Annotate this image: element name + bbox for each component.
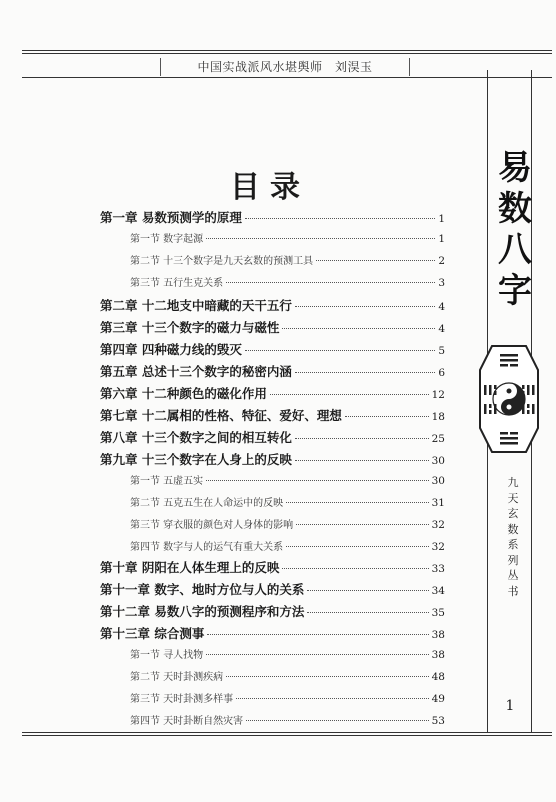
toc-page-number: 32 xyxy=(431,519,445,531)
toc-entry-label: 第一节 寻人找物 xyxy=(130,650,204,661)
toc-leader-dots xyxy=(270,394,429,395)
toc-entry-label: 第十一章 数字、地时方位与人的关系 xyxy=(100,582,305,597)
series-title-char: 系 xyxy=(507,538,519,551)
toc-leader-dots xyxy=(286,502,428,503)
toc-section-entry xyxy=(100,252,445,267)
toc-leader-dots xyxy=(295,438,429,439)
book-title-char: 易 xyxy=(498,148,532,188)
toc-page-number: 53 xyxy=(431,715,445,727)
toc-leader-dots xyxy=(226,282,435,283)
toc-entry-label: 第九章 十三个数字在人身上的反映 xyxy=(100,452,292,467)
toc-chapter-entry xyxy=(100,602,445,620)
toc-section-entry xyxy=(100,668,445,683)
toc-section-entry xyxy=(100,690,445,705)
toc-entry-label: 第六章 十二种颜色的磁化作用 xyxy=(100,386,267,401)
toc-leader-dots xyxy=(226,676,428,677)
footer-rule-inner xyxy=(22,735,552,736)
toc-page-number: 4 xyxy=(438,323,445,335)
toc-entry-label: 第十章 阴阳在人体生理上的反映 xyxy=(100,560,280,575)
toc-leader-dots xyxy=(206,238,435,239)
toc-leader-dots xyxy=(207,634,428,635)
header-rule-top xyxy=(22,50,552,51)
toc-leader-dots xyxy=(286,546,428,547)
toc-page-number: 4 xyxy=(438,301,445,313)
toc-page-number: 48 xyxy=(431,671,445,683)
toc-section-entry xyxy=(100,646,445,661)
toc-section-entry xyxy=(100,494,445,509)
toc-chapter-entry xyxy=(100,558,445,576)
toc-page-number: 49 xyxy=(431,693,445,705)
header-rule-top-inner xyxy=(22,53,552,54)
toc-page-number: 2 xyxy=(438,255,445,267)
toc-chapter-entry xyxy=(100,362,445,380)
toc-chapter-entry xyxy=(100,208,445,226)
toc-leader-dots xyxy=(245,218,435,219)
toc-chapter-entry xyxy=(100,318,445,336)
series-title-char: 数 xyxy=(507,522,519,536)
toc-page-number: 25 xyxy=(431,433,445,445)
toc-page-number: 5 xyxy=(438,345,445,357)
toc-page-number: 1 xyxy=(438,213,445,225)
toc-entry-label: 第七章 十二属相的性格、特征、爱好、理想 xyxy=(100,408,342,423)
toc-page-number: 3 xyxy=(438,277,445,289)
series-title-char: 丛 xyxy=(507,569,519,582)
toc-title: 目录 xyxy=(230,170,310,205)
toc-chapter-entry xyxy=(100,296,445,314)
running-header-text: 中国实战派风水堪舆师 刘淏玉 xyxy=(197,60,373,74)
book-title-char: 字 xyxy=(498,271,532,311)
toc-entry-label: 第三节 穿衣服的颜色对人身体的影响 xyxy=(130,520,294,531)
header-rule-bottom xyxy=(22,77,552,78)
toc-leader-dots xyxy=(295,460,429,461)
toc-page-number: 1 xyxy=(438,233,445,245)
toc-entry-label: 第二节 天时卦测疾病 xyxy=(130,672,224,683)
toc-section-entry xyxy=(100,538,445,553)
toc-leader-dots xyxy=(307,612,428,613)
toc-chapter-entry xyxy=(100,384,445,402)
toc-leader-dots xyxy=(295,372,435,373)
series-title-char: 九 xyxy=(507,476,519,489)
series-title-char: 玄 xyxy=(507,507,519,520)
toc-entry-label: 第二节 五克五生在人命运中的反映 xyxy=(130,498,284,509)
toc-chapter-entry xyxy=(100,580,445,598)
toc-page-number: 30 xyxy=(431,455,445,467)
book-title-char: 八 xyxy=(498,230,532,270)
book-title-vertical xyxy=(492,148,538,312)
toc-entry-label: 第三章 十三个数字的磁力与磁性 xyxy=(100,320,280,335)
toc-entry-label: 第四章 四种磁力线的毁灭 xyxy=(100,342,242,357)
toc-entry-label: 第十三章 综合测事 xyxy=(100,626,205,641)
toc-leader-dots xyxy=(206,480,428,481)
toc-page-number: 33 xyxy=(431,563,445,575)
toc-page-number: 38 xyxy=(431,629,445,641)
toc-section-entry xyxy=(100,230,445,245)
toc-page-number: 32 xyxy=(431,541,445,553)
toc-page-number: 38 xyxy=(431,649,445,661)
toc-entry-label: 第四节 数字与人的运气有重大关系 xyxy=(130,542,284,553)
series-title-char: 列 xyxy=(507,553,519,567)
toc-page-number: 35 xyxy=(431,607,445,619)
toc-entry-label: 第三节 天时卦测多样事 xyxy=(130,694,234,705)
toc-page-number: 31 xyxy=(431,497,445,509)
toc-section-entry xyxy=(100,274,445,289)
toc-section-entry xyxy=(100,516,445,531)
toc-leader-dots xyxy=(282,568,428,569)
toc-chapter-entry xyxy=(100,340,445,358)
toc-page-number: 30 xyxy=(431,475,445,487)
toc-leader-dots xyxy=(246,720,428,721)
toc-leader-dots xyxy=(295,306,435,307)
toc-entry-label: 第八章 十三个数字之间的相互转化 xyxy=(100,430,292,445)
toc-entry-label: 第一节 五虚五实 xyxy=(130,476,204,487)
toc-leader-dots xyxy=(282,328,435,329)
toc-leader-dots xyxy=(316,260,435,261)
toc-leader-dots xyxy=(245,350,435,351)
toc-page-number: 34 xyxy=(431,585,445,597)
toc-section-entry xyxy=(100,712,445,727)
toc-entry-label: 第五章 总述十三个数字的秘密内涵 xyxy=(100,364,292,379)
toc-entry-label: 第二章 十二地支中暗藏的天干五行 xyxy=(100,298,292,313)
toc-leader-dots xyxy=(296,524,428,525)
toc-leader-dots xyxy=(236,698,428,699)
series-title-char: 天 xyxy=(507,491,519,505)
toc-section-entry xyxy=(100,472,445,487)
toc-chapter-entry xyxy=(100,450,445,468)
toc-page-number: 18 xyxy=(431,411,445,423)
toc-page-number: 6 xyxy=(438,367,445,379)
series-title-vertical xyxy=(505,475,521,599)
toc-page-number: 12 xyxy=(431,389,445,401)
toc-chapter-entry xyxy=(100,624,445,642)
toc-entry-label: 第二节 十三个数字是九天玄数的预测工具 xyxy=(130,256,314,267)
series-title-char: 书 xyxy=(507,584,519,598)
toc-leader-dots xyxy=(307,590,428,591)
footer-rule xyxy=(22,732,552,733)
toc-entry-label: 第一节 数字起源 xyxy=(130,234,204,245)
book-title-char: 数 xyxy=(498,189,532,229)
toc-chapter-entry xyxy=(100,406,445,424)
bagua-icon xyxy=(478,340,540,462)
toc-entry-label: 第十二章 易数八字的预测程序和方法 xyxy=(100,604,305,619)
toc-entry-label: 第一章 易数预测学的原理 xyxy=(100,210,242,225)
running-header xyxy=(160,58,410,76)
toc-entry-label: 第四节 天时卦断自然灾害 xyxy=(130,716,244,727)
toc-leader-dots xyxy=(206,654,428,655)
toc-chapter-entry xyxy=(100,428,445,446)
toc-entry-label: 第三节 五行生克关系 xyxy=(130,278,224,289)
page-number: 1 xyxy=(505,698,515,714)
toc-leader-dots xyxy=(345,416,429,417)
